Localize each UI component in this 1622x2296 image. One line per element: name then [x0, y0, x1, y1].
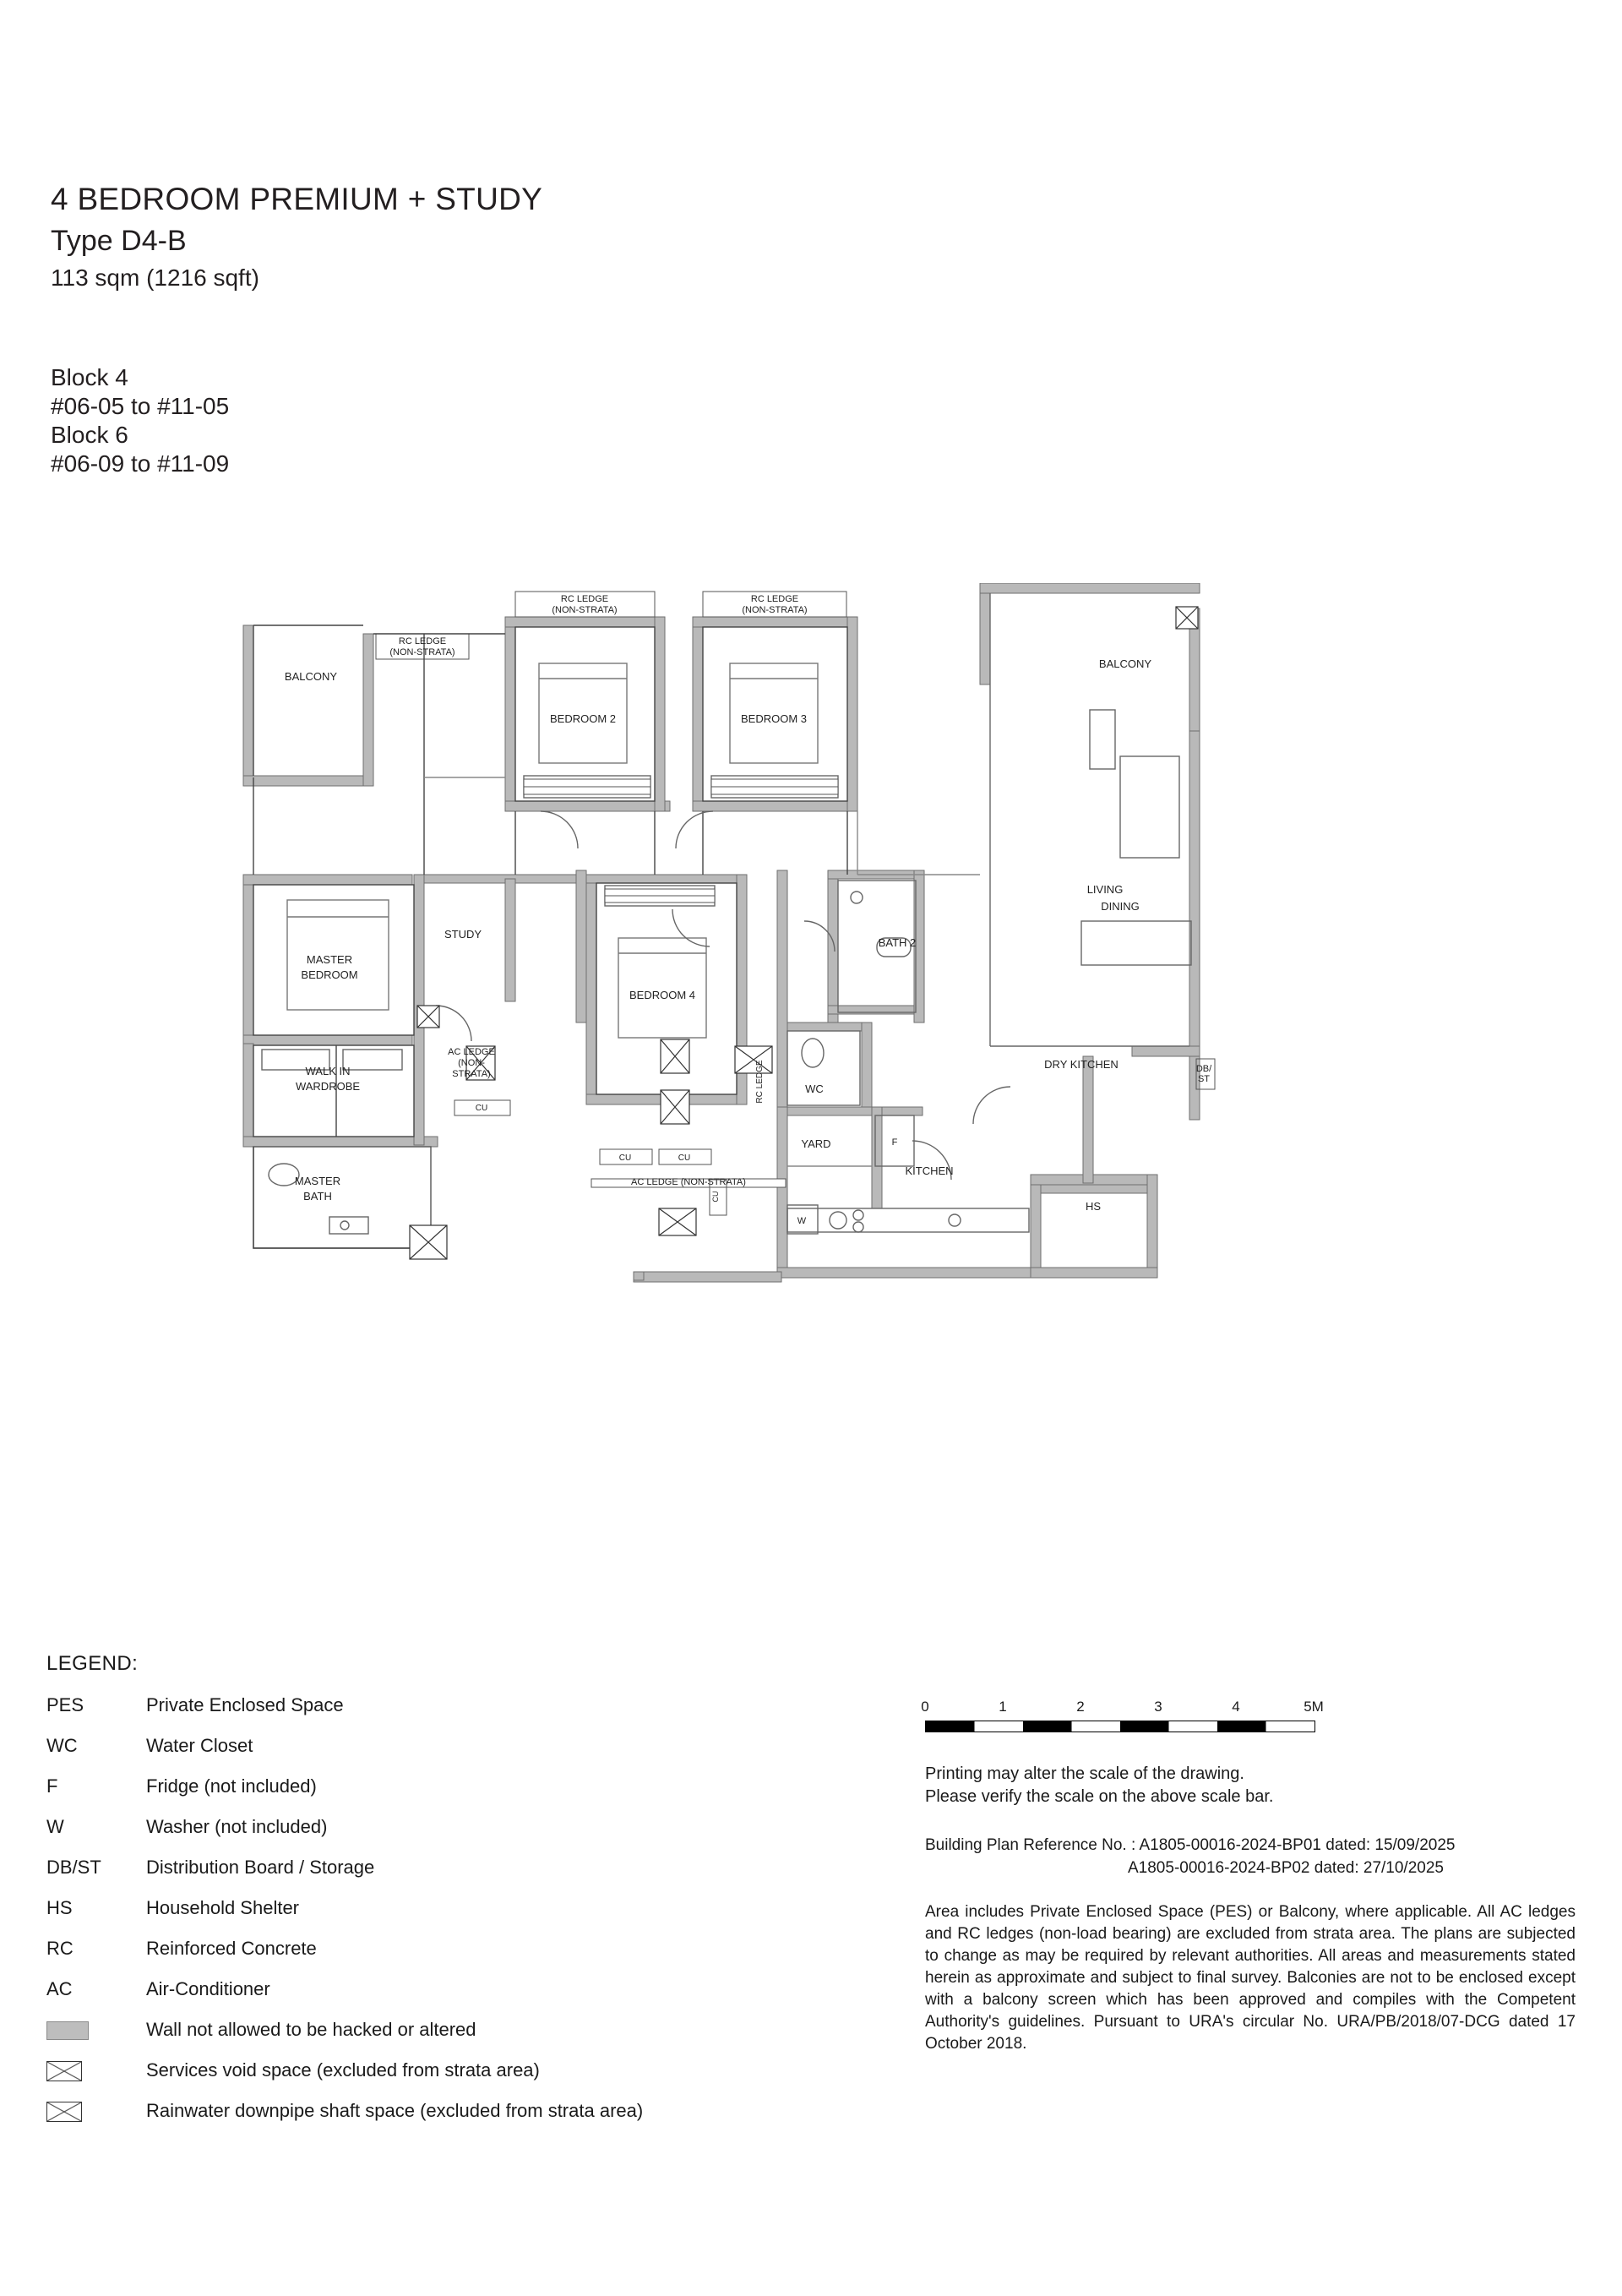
legend-item — [46, 1735, 790, 1757]
label-bedroom4: BEDROOM 4 — [629, 989, 696, 1001]
unit-area: 113 sqm (1216 sqft) — [51, 265, 259, 291]
label-dining: DINING — [1101, 900, 1140, 913]
legend-code: DB/ST — [46, 1857, 101, 1878]
reference-line-1: Building Plan Reference No. : A1805-00016-2024-BP01 dated: 15/09/2025 — [925, 1836, 1456, 1854]
label-ac-ledge-3: STRATA) — [452, 1069, 491, 1079]
disclaimer-text: Area includes Private Enclosed Space (PES) or Balcony, where applicable. All AC ledges and RC ledges (non-load bearing) are excluded from strata area. The plans are subjected to change as may be required by relevant authorities. All areas and measurements stated herein as approximate and subject to final survey. Balconies are not to be enclosed except with a balcony screen which has been approved and compiles with the Competent Authority's guidelines. Pursuant to URA's circular No. URA/PB/2018/07-DCG dated 17 October 2018. — [925, 1903, 1576, 2053]
legend-code: W — [46, 1816, 64, 1837]
block-list — [51, 363, 229, 478]
legend-item — [46, 1775, 790, 1797]
label-db-st-1: DB/ — [1195, 1064, 1212, 1074]
scale-tick: 1 — [999, 1699, 1007, 1715]
legend-desc: Wall not allowed to be hacked or altered — [146, 2019, 476, 2040]
scale-tick: 5M — [1304, 1699, 1324, 1715]
label-washer: W — [797, 1216, 807, 1226]
label-rc-ledge-vertical: RC LEDGE — [755, 1060, 765, 1104]
legend-symbol-wall — [46, 2019, 790, 2041]
label-cu-3: CU — [678, 1153, 691, 1163]
services-void-icon — [46, 2059, 146, 2081]
label-cu-2: CU — [618, 1153, 632, 1163]
label-study: STUDY — [444, 928, 482, 941]
label-master-bath-2: BATH — [303, 1190, 332, 1203]
legend-code: F — [46, 1775, 58, 1797]
legend-desc: Fridge (not included) — [146, 1775, 317, 1797]
label-living: LIVING — [1086, 883, 1124, 896]
rainwater-downpipe-icon — [46, 2100, 146, 2122]
scale-note — [925, 1763, 1576, 1808]
legend-desc: Distribution Board / Storage — [146, 1857, 375, 1878]
legend-code: RC — [46, 1938, 73, 1959]
legend-title: LEGEND: — [46, 1652, 139, 1675]
legend-desc: Services void space (excluded from strata area) — [146, 2059, 540, 2081]
page-title: 4 BEDROOM PREMIUM + STUDY — [51, 182, 543, 216]
label-bedroom2: BEDROOM 2 — [549, 712, 617, 725]
label-ac-ledge-1: AC LEDGE — [448, 1047, 495, 1057]
scale-note-line-2: Please verify the scale on the above scale bar. — [925, 1787, 1274, 1806]
legend-desc: Water Closet — [146, 1735, 253, 1756]
legend-item — [46, 1938, 790, 1960]
scale-tick: 3 — [1154, 1699, 1162, 1715]
label-hs: HS — [1085, 1200, 1102, 1213]
scale-bar-graphic — [925, 1721, 1315, 1732]
legend-code: PES — [46, 1694, 84, 1715]
label-bedroom3: BEDROOM 3 — [740, 712, 808, 725]
legend-desc: Air-Conditioner — [146, 1978, 270, 1999]
scale-tick: 2 — [1076, 1699, 1085, 1715]
block-line-4: #06-09 to #11-09 — [51, 450, 230, 477]
scale-note-line-1: Printing may alter the scale of the drawing. — [925, 1764, 1244, 1783]
legend-symbol-rainwater — [46, 2100, 790, 2122]
label-master-bath-1: MASTER — [294, 1175, 341, 1187]
label-kitchen: KITCHEN — [905, 1164, 954, 1177]
label-bath2: BATH 2 — [878, 936, 917, 949]
label-master-bedroom-2: BEDROOM — [301, 968, 358, 981]
legend-item — [46, 1816, 790, 1838]
label-cu-4: CU — [711, 1191, 720, 1203]
label-db-st-2: ST — [1197, 1074, 1211, 1084]
label-rc-ledge-3a: RC LEDGE — [398, 636, 447, 646]
scale-and-notes — [921, 1699, 1576, 2055]
reference-line-2: A1805-00016-2024-BP02 dated: 27/10/2025 — [1128, 1859, 1444, 1877]
legend-symbol-services-void — [46, 2059, 790, 2081]
wall-swatch-icon — [46, 2019, 146, 2040]
legend-desc: Private Enclosed Space — [146, 1694, 344, 1715]
legend-code: AC — [46, 1978, 73, 1999]
legend-item — [46, 1978, 790, 2000]
label-ac-ledge-bottom: AC LEDGE (NON-STRATA) — [631, 1177, 746, 1187]
label-balcony-right: BALCONY — [1098, 657, 1152, 670]
label-rc-ledge-1a: RC LEDGE — [560, 594, 609, 604]
label-walkin-1: WALK IN — [305, 1065, 351, 1077]
legend-item — [46, 1694, 790, 1716]
legend-code: WC — [46, 1735, 78, 1756]
unit-type: Type D4-B — [51, 225, 187, 257]
legend-desc: Reinforced Concrete — [146, 1938, 317, 1959]
legend — [46, 1652, 790, 2141]
building-plan-reference — [925, 1834, 1576, 1879]
block-line-2: #06-05 to #11-05 — [51, 393, 230, 419]
label-balcony-left: BALCONY — [284, 670, 338, 683]
label-ac-ledge-2: (NON- — [458, 1058, 485, 1068]
label-fridge: F — [891, 1137, 898, 1148]
label-master-bedroom-1: MASTER — [306, 953, 353, 966]
legend-item — [46, 1897, 790, 1919]
legend-desc: Household Shelter — [146, 1897, 300, 1918]
legend-item — [46, 1857, 790, 1879]
legend-desc: Rainwater downpipe shaft space (excluded from strata area) — [146, 2100, 644, 2121]
label-wc: WC — [805, 1083, 824, 1095]
page-title-block — [51, 182, 542, 292]
scale-bar — [921, 1699, 1576, 1748]
label-cu-1: CU — [475, 1104, 488, 1113]
block-line-3: Block 6 — [51, 422, 128, 448]
label-rc-ledge-2a: RC LEDGE — [750, 594, 799, 604]
block-line-1: Block 4 — [51, 364, 128, 390]
label-rc-ledge-2b: (NON-STRATA) — [742, 605, 808, 615]
scale-tick: 0 — [921, 1699, 929, 1715]
label-rc-ledge-1b: (NON-STRATA) — [552, 605, 618, 615]
floor-plan-drawing — [237, 583, 1419, 1555]
label-dry-kitchen: DRY KITCHEN — [1044, 1058, 1119, 1071]
label-yard: YARD — [801, 1137, 831, 1150]
legend-code: HS — [46, 1897, 73, 1918]
label-walkin-2: WARDROBE — [295, 1080, 361, 1093]
scale-tick: 4 — [1232, 1699, 1240, 1715]
legend-desc: Washer (not included) — [146, 1816, 328, 1837]
label-rc-ledge-3b: (NON-STRATA) — [389, 647, 455, 657]
